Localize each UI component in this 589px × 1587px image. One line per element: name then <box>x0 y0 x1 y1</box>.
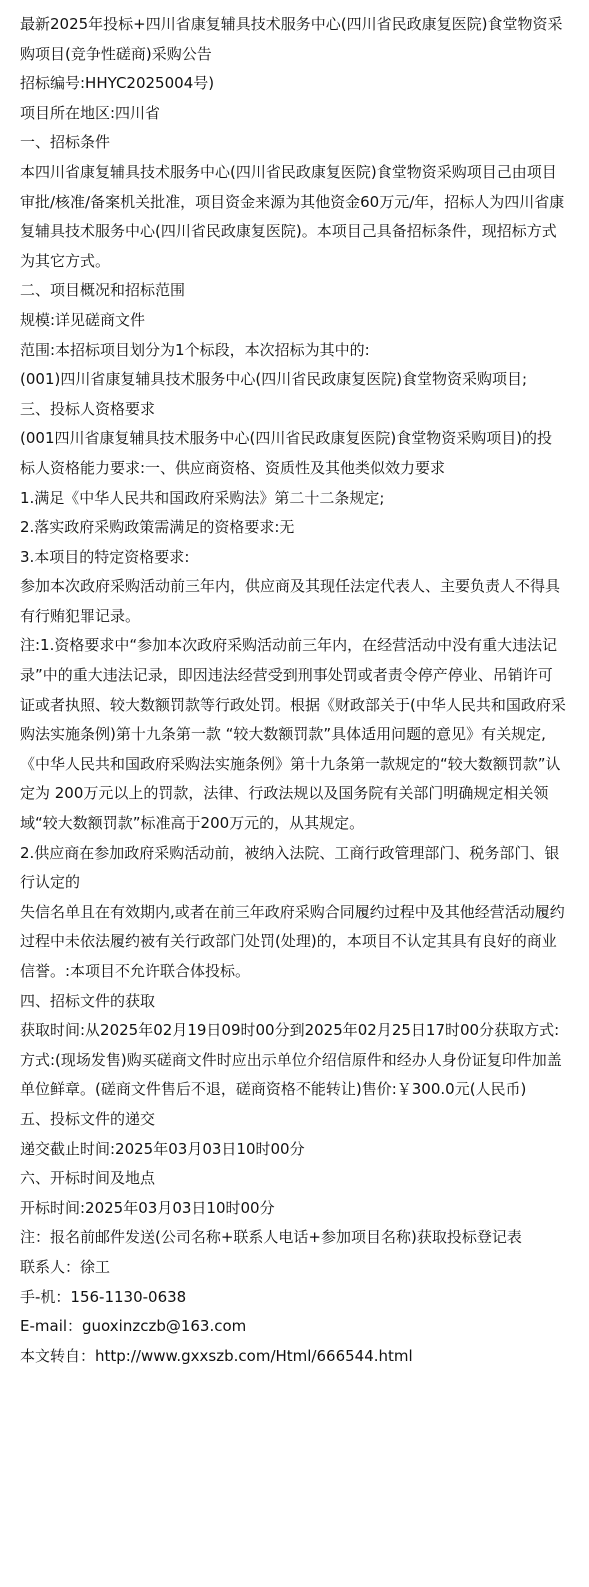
paragraph-note-2: 2.供应商在参加政府采购活动前，被纳入法院、工商行政管理部门、税务部门、银行认定的 <box>20 843 560 892</box>
section-heading-overview: 二、项目概况和招标范围 <box>20 281 186 300</box>
contact-phone: 手-机：156-1130-0638 <box>20 1287 187 1306</box>
paragraph-conditions: 本四川省康复辅具技术服务中心(四川省民政康复医院)食堂物资采购项目己由项目审批/核准/备案机关批准，项目资金来源为其他资金60万元/年，招标人为四川省康复辅具技术服务中心(四川省民政康复医院)。本项目己具备招标条件，现招标方式为其它方式。 <box>20 162 565 270</box>
announcement-title: 最新2025年投标+四川省康复辅具技术服务中心(四川省民政康复医院)食堂物资采购项目(竞争性磋商)采购公告 <box>20 15 563 63</box>
section-heading-opening: 六、开标时间及地点 <box>20 1169 156 1188</box>
source-url: 本文转自：http://www.gxxszb.com/Html/666544.html <box>20 1346 413 1365</box>
paragraph-lot: (001)四川省康复辅具技术服务中心(四川省民政康复医院)食堂物资采购项目; <box>20 370 528 389</box>
section-heading-submission: 五、投标文件的递交 <box>20 1109 156 1128</box>
project-region: 项目所在地区:四川省 <box>20 103 161 122</box>
section-heading-acquisition: 四、招标文件的获取 <box>20 991 156 1010</box>
paragraph-submission-deadline: 递交截止时间:2025年03月03日10时00分 <box>20 1139 305 1158</box>
paragraph-scale: 规模:详见磋商文件 <box>20 310 146 329</box>
paragraph-requirement-3: 3.本项目的特定资格要求: <box>20 547 190 566</box>
contact-email: E-mail：guoxinzczb@163.com <box>20 1317 247 1336</box>
paragraph-requirement-1: 1.满足《中华人民共和国政府采购法》第二十二条规定; <box>20 488 385 507</box>
paragraph-qualification-intro: (001四川省康复辅具技术服务中心(四川省民政康复医院)食堂物资采购项目)的投标人资格能力要求:一、供应商资格、资质性及其他类似效力要求 <box>20 429 553 477</box>
paragraph-note-1: 注:1.资格要求中“参加本次政府采购活动前三年内，在经营活动中没有重大违法记录”中的重大违法记录，即因违法经营受到刑事处罚或者责令停产停业、吊销许可证或者执照、较大数额罚款等行政处罚。根据《财政部关于(中华人民共和国政府采购法实施条例)第十九条第一款 “较大数额罚款”具体适用问题的意见》有关规定,《中华人民共和国政府采购法实施条例》第十九条第一款规定的“较大数额罚款”认定为 200万元以上的罚款，法律、行政法规以及国务院有关部门明确规定相关领域“较大数额罚款”标准高于200万元的，从其规定。 <box>20 636 566 833</box>
paragraph-opening-time: 开标时间:2025年03月03日10时00分 <box>20 1198 275 1217</box>
section-heading-qualifications: 三、投标人资格要求 <box>20 399 156 418</box>
paragraph-note-2-cont: 失信名单且在有效期内,或者在前三年政府采购合同履约过程中及其他经营活动履约过程中未依法履约被有关行政部门处罚(处理)的，本项目不认定其具有良好的商业信誉。:本项目不允许联合体投标。 <box>20 902 565 980</box>
section-heading-conditions: 一、招标条件 <box>20 133 111 152</box>
paragraph-scope: 范围:本招标项目划分为1个标段，本次招标为其中的: <box>20 340 370 359</box>
paragraph-no-bribery: 参加本次政府采购活动前三年内，供应商及其现任法定代表人、主要负责人不得具有行贿犯罪记录。 <box>20 577 561 625</box>
tender-number: 招标编号:HHYC2025004号) <box>20 74 215 93</box>
paragraph-registration-note: 注：报名前邮件发送(公司名称+联系人电话+参加项目名称)获取投标登记表 <box>20 1228 522 1247</box>
paragraph-acquisition: 获取时间:从2025年02月19日09时00分到2025年02月25日17时00分获取方式:方式:(现场发售)购买磋商文件时应出示单位介绍信原件和经办人身份证复印件加盖单位鲜章。(磋商文件售后不退，磋商资格不能转让)售价:￥300.0元(人民币) <box>20 1021 562 1099</box>
contact-person: 联系人：徐工 <box>20 1257 111 1276</box>
paragraph-requirement-2: 2.落实政府采购政策需满足的资格要求:无 <box>20 518 295 537</box>
